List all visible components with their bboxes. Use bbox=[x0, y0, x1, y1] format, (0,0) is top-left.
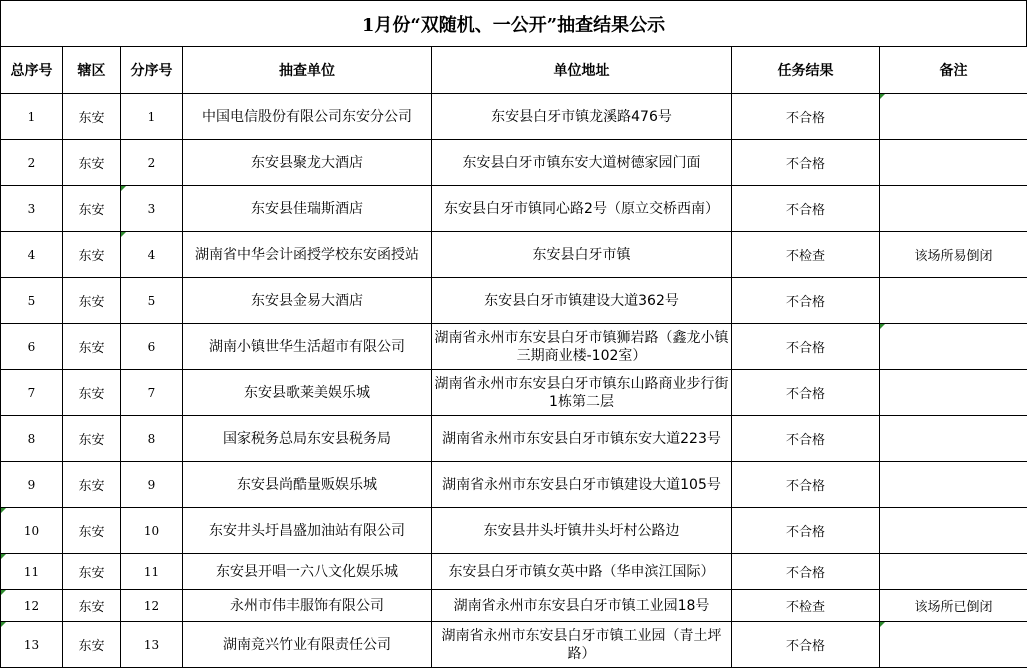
unit-cell[interactable]: 东安县开唱一六八文化娱乐城 bbox=[183, 554, 432, 590]
unit-cell[interactable]: 东安县佳瑞斯酒店 bbox=[183, 186, 432, 232]
address-cell[interactable]: 东安县白牙市镇 bbox=[432, 232, 732, 278]
note-cell[interactable] bbox=[880, 278, 1027, 324]
sub-no-cell[interactable]: 10 bbox=[121, 508, 183, 554]
note-cell[interactable] bbox=[880, 554, 1027, 590]
unit-cell[interactable]: 湖南小镇世华生活超市有限公司 bbox=[183, 324, 432, 370]
district-cell[interactable]: 东安 bbox=[63, 622, 121, 668]
sub-no-cell[interactable]: 12 bbox=[121, 590, 183, 622]
header-result[interactable]: 任务结果 bbox=[732, 47, 880, 94]
note-cell[interactable] bbox=[880, 324, 1027, 370]
result-cell[interactable]: 不合格 bbox=[732, 508, 880, 554]
result-cell[interactable]: 不合格 bbox=[732, 324, 880, 370]
note-cell[interactable] bbox=[880, 370, 1027, 416]
results-table bbox=[0, 46, 1027, 668]
district-cell[interactable]: 东安 bbox=[63, 554, 121, 590]
address-cell[interactable]: 湖南省永州市东安县白牙市镇东安大道223号 bbox=[432, 416, 732, 462]
district-cell[interactable]: 东安 bbox=[63, 370, 121, 416]
address-cell[interactable]: 东安县井头圩镇井头圩村公路边 bbox=[432, 508, 732, 554]
result-cell[interactable]: 不检查 bbox=[732, 590, 880, 622]
total-no-cell[interactable]: 13 bbox=[1, 622, 63, 668]
table-row bbox=[1, 186, 1027, 232]
note-cell[interactable] bbox=[880, 186, 1027, 232]
district-cell[interactable]: 东安 bbox=[63, 416, 121, 462]
note-cell[interactable] bbox=[880, 94, 1027, 140]
table-row bbox=[1, 232, 1027, 278]
note-cell[interactable]: 该场所已倒闭 bbox=[880, 590, 1027, 622]
result-cell[interactable]: 不合格 bbox=[732, 554, 880, 590]
unit-cell[interactable]: 永州市伟丰服饰有限公司 bbox=[183, 590, 432, 622]
header-note[interactable]: 备注 bbox=[880, 47, 1027, 94]
table-row bbox=[1, 590, 1027, 622]
sub-no-cell[interactable]: 5 bbox=[121, 278, 183, 324]
unit-cell[interactable]: 东安县金易大酒店 bbox=[183, 278, 432, 324]
sub-no-cell[interactable]: 2 bbox=[121, 140, 183, 186]
header-sub-no[interactable]: 分序号 bbox=[121, 47, 183, 94]
header-total-no[interactable]: 总序号 bbox=[1, 47, 63, 94]
address-cell[interactable]: 湖南省永州市东安县白牙市镇工业园18号 bbox=[432, 590, 732, 622]
district-cell[interactable]: 东安 bbox=[63, 324, 121, 370]
note-cell[interactable]: 该场所易倒闭 bbox=[880, 232, 1027, 278]
header-district[interactable]: 辖区 bbox=[63, 47, 121, 94]
table-row bbox=[1, 324, 1027, 370]
table-row bbox=[1, 554, 1027, 590]
total-no-cell[interactable]: 8 bbox=[1, 416, 63, 462]
total-no-cell[interactable]: 2 bbox=[1, 140, 63, 186]
table-row bbox=[1, 370, 1027, 416]
total-no-cell[interactable]: 4 bbox=[1, 232, 63, 278]
result-cell[interactable]: 不检查 bbox=[732, 232, 880, 278]
unit-cell[interactable]: 国家税务总局东安县税务局 bbox=[183, 416, 432, 462]
note-cell[interactable] bbox=[880, 140, 1027, 186]
header-row bbox=[1, 47, 1027, 94]
result-cell[interactable]: 不合格 bbox=[732, 140, 880, 186]
district-cell[interactable]: 东安 bbox=[63, 278, 121, 324]
district-cell[interactable]: 东安 bbox=[63, 462, 121, 508]
district-cell[interactable]: 东安 bbox=[63, 94, 121, 140]
result-cell[interactable]: 不合格 bbox=[732, 370, 880, 416]
address-cell[interactable]: 东安县白牙市镇同心路2号（原立交桥西南） bbox=[432, 186, 732, 232]
sub-no-cell[interactable]: 6 bbox=[121, 324, 183, 370]
unit-cell[interactable]: 东安县歌莱美娱乐城 bbox=[183, 370, 432, 416]
sub-no-cell[interactable]: 3 bbox=[121, 186, 183, 232]
table-row bbox=[1, 278, 1027, 324]
table-row bbox=[1, 462, 1027, 508]
result-cell[interactable]: 不合格 bbox=[732, 94, 880, 140]
result-cell[interactable]: 不合格 bbox=[732, 462, 880, 508]
total-no-cell[interactable]: 9 bbox=[1, 462, 63, 508]
result-cell[interactable]: 不合格 bbox=[732, 622, 880, 668]
sub-no-cell[interactable]: 13 bbox=[121, 622, 183, 668]
district-cell[interactable]: 东安 bbox=[63, 186, 121, 232]
unit-cell[interactable]: 东安井头圩昌盛加油站有限公司 bbox=[183, 508, 432, 554]
unit-cell[interactable]: 东安县尚酷量贩娱乐城 bbox=[183, 462, 432, 508]
address-cell[interactable]: 东安县白牙市镇女英中路（华申滨江国际） bbox=[432, 554, 732, 590]
sub-no-cell[interactable]: 9 bbox=[121, 462, 183, 508]
header-unit[interactable]: 抽查单位 bbox=[183, 47, 432, 94]
total-no-cell[interactable]: 7 bbox=[1, 370, 63, 416]
unit-cell[interactable]: 湖南省中华会计函授学校东安函授站 bbox=[183, 232, 432, 278]
address-cell[interactable]: 东安县白牙市镇建设大道362号 bbox=[432, 278, 732, 324]
sub-no-cell[interactable]: 1 bbox=[121, 94, 183, 140]
table-row bbox=[1, 94, 1027, 140]
table-row bbox=[1, 416, 1027, 462]
note-cell[interactable] bbox=[880, 462, 1027, 508]
result-cell[interactable]: 不合格 bbox=[732, 278, 880, 324]
total-no-cell[interactable]: 5 bbox=[1, 278, 63, 324]
total-no-cell[interactable]: 6 bbox=[1, 324, 63, 370]
result-cell[interactable]: 不合格 bbox=[732, 416, 880, 462]
district-cell[interactable]: 东安 bbox=[63, 140, 121, 186]
total-no-cell[interactable]: 12 bbox=[1, 590, 63, 622]
sub-no-cell[interactable]: 8 bbox=[121, 416, 183, 462]
header-address[interactable]: 单位地址 bbox=[432, 47, 732, 94]
table-row bbox=[1, 140, 1027, 186]
unit-cell[interactable]: 中国电信股份有限公司东安分公司 bbox=[183, 94, 432, 140]
total-no-cell[interactable]: 10 bbox=[1, 508, 63, 554]
result-cell[interactable]: 不合格 bbox=[732, 186, 880, 232]
address-cell[interactable]: 湖南省永州市东安县白牙市镇东山路商业步行街1栋第二层 bbox=[432, 370, 732, 416]
address-cell[interactable]: 东安县白牙市镇龙溪路476号 bbox=[432, 94, 732, 140]
note-cell[interactable] bbox=[880, 416, 1027, 462]
address-cell[interactable]: 东安县白牙市镇东安大道树德家园门面 bbox=[432, 140, 732, 186]
table-row bbox=[1, 508, 1027, 554]
district-cell[interactable]: 东安 bbox=[63, 590, 121, 622]
total-no-cell[interactable]: 3 bbox=[1, 186, 63, 232]
address-cell[interactable]: 湖南省永州市东安县白牙市镇工业园（青土坪路） bbox=[432, 622, 732, 668]
address-cell[interactable]: 湖南省永州市东安县白牙市镇建设大道105号 bbox=[432, 462, 732, 508]
sub-no-cell[interactable]: 4 bbox=[121, 232, 183, 278]
district-cell[interactable]: 东安 bbox=[63, 508, 121, 554]
unit-cell[interactable]: 湖南竞兴竹业有限责任公司 bbox=[183, 622, 432, 668]
total-no-cell[interactable]: 11 bbox=[1, 554, 63, 590]
total-no-cell[interactable]: 1 bbox=[1, 94, 63, 140]
sub-no-cell[interactable]: 7 bbox=[121, 370, 183, 416]
unit-cell[interactable]: 东安县聚龙大酒店 bbox=[183, 140, 432, 186]
sheet-title: 1月份“双随机、一公开”抽查结果公示 bbox=[0, 0, 1027, 46]
sub-no-cell[interactable]: 11 bbox=[121, 554, 183, 590]
address-cell[interactable]: 湖南省永州市东安县白牙市镇狮岩路（鑫龙小镇三期商业楼-102室） bbox=[432, 324, 732, 370]
district-cell[interactable]: 东安 bbox=[63, 232, 121, 278]
note-cell[interactable] bbox=[880, 508, 1027, 554]
